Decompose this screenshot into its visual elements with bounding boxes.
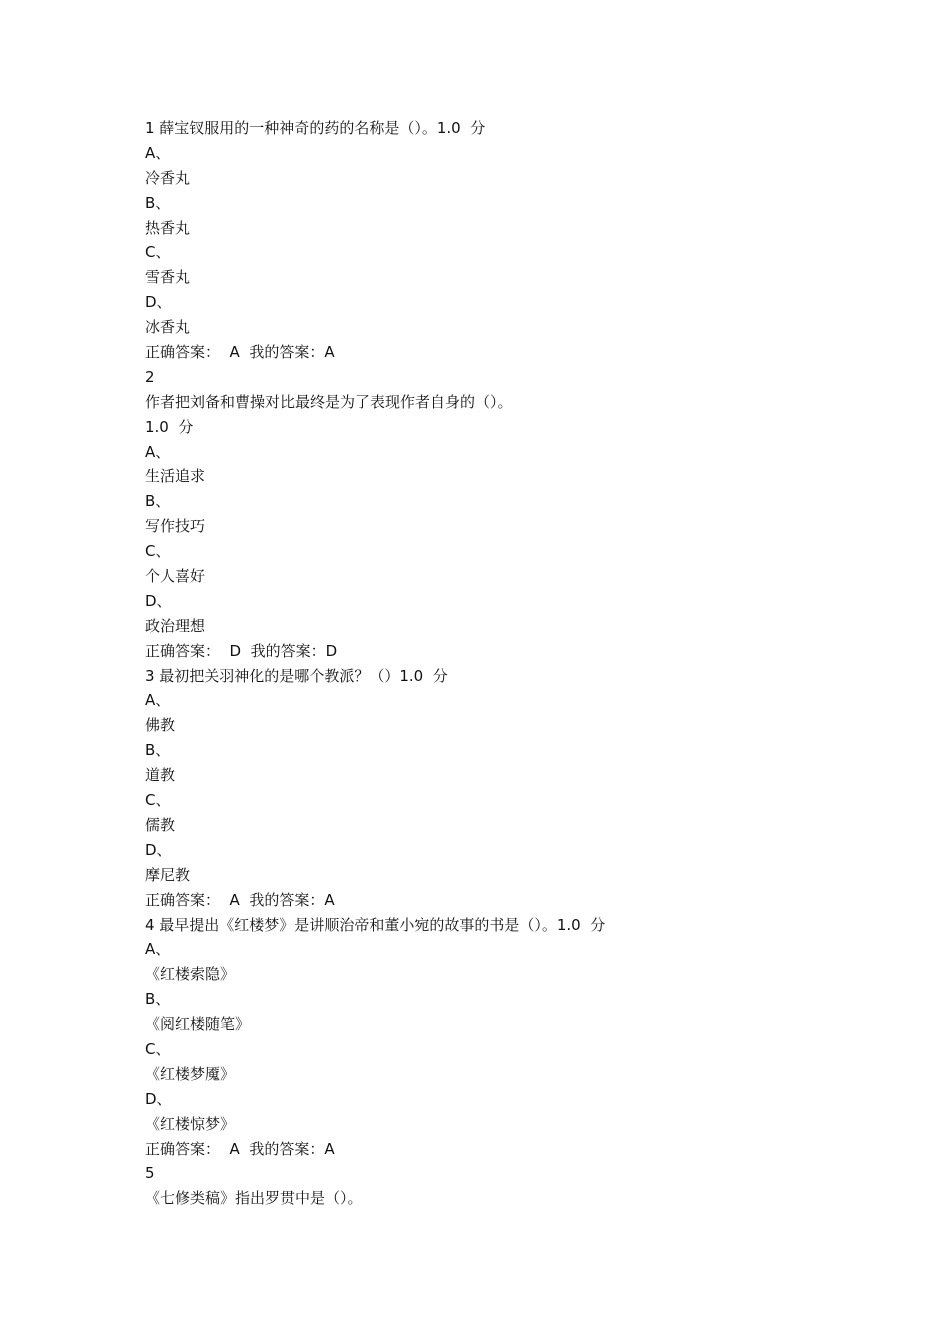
q2-title: 作者把刘备和曹操对比最终是为了表现作者自身的（）。 [145, 392, 513, 411]
q4-option-d-text: 《红楼惊梦》 [145, 1114, 236, 1133]
q4-answer: 正确答案： A 我的答案：A [145, 1139, 335, 1158]
q3-option-c-text: 儒教 [145, 815, 176, 834]
q3-option-a-text: 佛教 [145, 716, 176, 735]
q5-number: 5 [145, 1164, 155, 1183]
q2-option-a-label: A、 [145, 442, 171, 461]
q4-option-b-label: B、 [145, 990, 171, 1009]
q1-option-d-label: D、 [145, 293, 172, 312]
q1-option-b-label: B、 [145, 193, 171, 212]
q2-option-b-text: 写作技巧 [145, 517, 206, 536]
q2-number: 2 [145, 367, 155, 386]
q1-option-b-text: 热香丸 [145, 218, 191, 237]
q4-title: 4 最早提出《红楼梦》是讲顺治帝和董小宛的故事的书是（）。1.0 分 [145, 915, 606, 934]
q1-answer: 正确答案： A 我的答案：A [145, 343, 335, 362]
q2-score: 1.0 分 [145, 417, 194, 436]
q4-option-d-label: D、 [145, 1089, 172, 1108]
q4-option-c-text: 《红楼梦魇》 [145, 1064, 236, 1083]
q2-option-d-text: 政治理想 [145, 616, 206, 635]
q2-option-c-label: C、 [145, 542, 171, 561]
q2-option-a-text: 生活追求 [145, 467, 206, 486]
q3-answer: 正确答案： A 我的答案：A [145, 890, 335, 909]
q3-title: 3 最初把关羽神化的是哪个教派？（）1.0 分 [145, 666, 448, 685]
q4-option-a-label: A、 [145, 940, 171, 959]
q2-option-b-label: B、 [145, 492, 171, 511]
q3-option-c-label: C、 [145, 791, 171, 810]
q3-option-d-text: 摩尼教 [145, 865, 191, 884]
q3-option-b-label: B、 [145, 741, 171, 760]
q1-option-a-label: A、 [145, 143, 171, 162]
q4-option-b-text: 《阅红楼随笔》 [145, 1015, 251, 1034]
q5-title: 《七修类稿》指出罗贯中是（）。 [145, 1189, 363, 1208]
document-body [145, 116, 865, 1211]
q2-option-d-label: D、 [145, 591, 172, 610]
q3-option-d-label: D、 [145, 840, 172, 859]
q4-option-c-label: C、 [145, 1039, 171, 1058]
q2-option-c-text: 个人喜好 [145, 567, 206, 586]
q1-option-c-label: C、 [145, 243, 171, 262]
q4-option-a-text: 《红楼索隐》 [145, 965, 236, 984]
q1-option-a-text: 冷香丸 [145, 168, 191, 187]
q1-title: 1 薛宝钗服用的一种神奇的药的名称是（）。1.0 分 [145, 119, 486, 137]
q1-option-c-text: 雪香丸 [145, 268, 191, 287]
q3-option-b-text: 道教 [145, 766, 176, 785]
q3-option-a-label: A、 [145, 691, 171, 710]
q1-option-d-text: 冰香丸 [145, 318, 191, 337]
q2-answer: 正确答案： D 我的答案：D [145, 641, 338, 660]
